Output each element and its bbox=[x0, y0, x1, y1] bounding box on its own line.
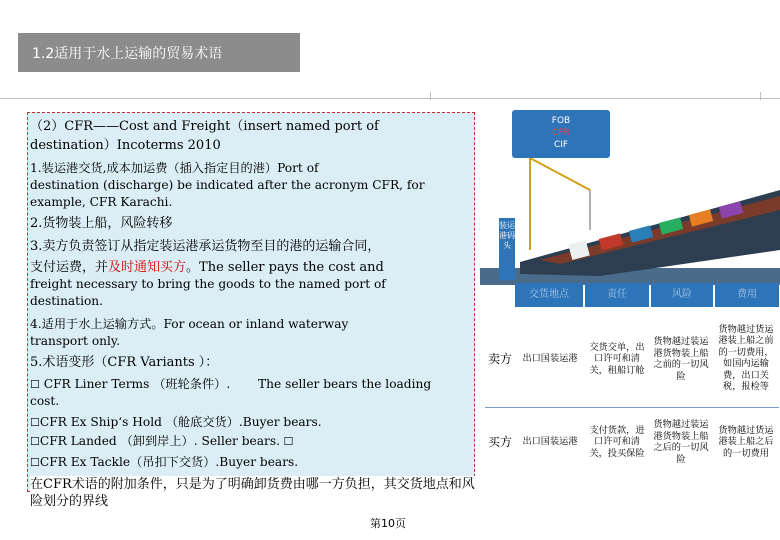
crane-arm bbox=[530, 158, 590, 190]
text-line-variant-liner bbox=[30, 376, 431, 393]
term-cfr: CFR bbox=[552, 128, 570, 138]
text-line: 5.术语变形（CFR Variants ）： bbox=[30, 355, 219, 370]
text-line: 1.装运港交货,成本加运费（插入指定目的港）Port of bbox=[30, 161, 319, 175]
table-header: 费用 bbox=[715, 283, 779, 307]
text-line: destination. bbox=[30, 294, 104, 308]
separator-line bbox=[0, 98, 780, 99]
text-segment: The seller bears the loading bbox=[258, 377, 432, 391]
text-line-mixed bbox=[30, 259, 384, 276]
term-fob: FOB bbox=[551, 116, 571, 126]
term-badge bbox=[512, 110, 610, 158]
text-segment: 。The seller pays the cost and bbox=[186, 260, 384, 275]
table-cell: 出口国装运港 bbox=[522, 353, 578, 365]
checkbox-square-icon: ☐ bbox=[30, 416, 40, 429]
checkbox-square-icon: ☐ bbox=[30, 378, 40, 391]
summary-text: 在CFR术语的附加条件，只是为了明确卸货费由哪一方负担，其交货地点和风险划分的界线 bbox=[30, 476, 480, 510]
table-cell: 出口国装运港 bbox=[522, 436, 578, 448]
separator-tick bbox=[430, 92, 431, 100]
table-cell: 货物越过货运港装上船之前的一切费用，如国内运输费，出口关税，报检等 bbox=[718, 323, 774, 392]
text-line-variant bbox=[30, 433, 293, 450]
text-segment: 支付运费，并 bbox=[30, 260, 109, 275]
text-line: 4.适用于水上运输方式。For ocean or inland waterway bbox=[30, 317, 349, 331]
ship-illustration bbox=[480, 150, 780, 285]
text-line: freight necessary to bring the goods to the named port of bbox=[30, 277, 386, 291]
table-header: 风险 bbox=[651, 283, 713, 307]
table-cell: 货物越过装运港货物装上船之后的一切风险 bbox=[653, 419, 709, 465]
slide-title: 1.2适用于水上运输的贸易术语 bbox=[32, 46, 223, 62]
checkbox-square-icon: ☐ bbox=[30, 435, 40, 448]
text-segment: CFR Ex Ship‘s Hold （舱底交货）.Buyer bears. bbox=[39, 415, 322, 429]
table-cell: 支付货款，进口许可和清关，投买保险 bbox=[589, 424, 645, 459]
text-line: destination (discharge) be indicated after the acronym CFR, for bbox=[30, 178, 425, 192]
separator-tick bbox=[760, 92, 761, 100]
table-row-head: 买方 bbox=[487, 434, 512, 449]
highlighted-text: 及时通知买方 bbox=[108, 260, 187, 275]
checkbox-square-icon: ☐ bbox=[279, 435, 294, 448]
table-header: 责任 bbox=[585, 283, 649, 307]
port-label: 装运港码头 bbox=[499, 218, 515, 280]
text-segment: CFR Landed （卸到岸上）. Seller bears. bbox=[39, 434, 280, 448]
text-line-variant bbox=[30, 414, 322, 431]
text-line: transport only. bbox=[30, 334, 121, 348]
page-number: 第10页 bbox=[370, 517, 406, 530]
text-line: example, CFR Karachi. bbox=[30, 195, 173, 209]
term-heading-line2: destination）Incoterms 2010 bbox=[30, 138, 221, 153]
text-segment: CFR Liner Terms （班轮条件）. bbox=[43, 377, 231, 391]
table-divider bbox=[485, 407, 779, 408]
text-line: 2.货物装上船，风险转移 bbox=[30, 216, 173, 231]
text-line: 3.卖方负责签订从指定装运港承运货物至目的港的运输合同， bbox=[30, 239, 381, 254]
table-row-head: 卖方 bbox=[487, 351, 512, 366]
text-segment: CFR Ex Tackle（吊扣下交货）.Buyer bears. bbox=[39, 455, 299, 469]
text-line-variant bbox=[30, 454, 298, 471]
table-cell: 货物越过货运港装上船之后的一切费用 bbox=[718, 424, 774, 459]
table-header: 交货地点 bbox=[515, 283, 583, 307]
term-heading-line1: （2）CFR——Cost and Freight（insert named port of bbox=[30, 119, 379, 134]
checkbox-square-icon: ☐ bbox=[30, 456, 40, 469]
text-line: cost. bbox=[30, 394, 60, 408]
table-cell: 货物越过装运港货物装上船之前的一切风险 bbox=[653, 336, 709, 382]
term-cif: CIF bbox=[553, 140, 569, 150]
slide-title-bar bbox=[18, 33, 300, 72]
table-cell: 交货交单，出口许可和清关，租船订舱 bbox=[589, 341, 645, 376]
